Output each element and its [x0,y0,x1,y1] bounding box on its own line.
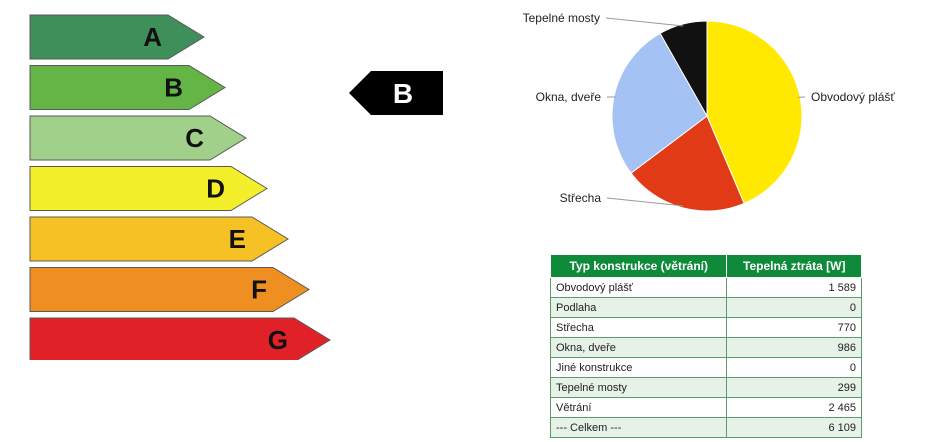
row-value: 2 465 [727,398,862,418]
pie-label-okna-dvere: Okna, dveře [535,90,601,104]
row-label: Podlaha [551,298,727,318]
table-row [551,398,862,418]
energy-class-arrow [30,66,225,110]
energy-class-a [30,15,204,59]
energy-class-b [30,66,225,110]
energy-class-letter: E [228,224,246,254]
energy-class-c [30,116,246,160]
energy-class-e [30,217,288,261]
energy-class-arrow [30,15,204,59]
row-label: Tepelné mosty [551,378,727,398]
row-value: 6 109 [727,418,862,438]
row-value: 0 [727,358,862,378]
row-label: Střecha [551,318,727,338]
pie-label-tepelne-mosty: Tepelné mosty [522,11,600,25]
energy-class-letter: C [185,123,204,153]
row-value: 770 [727,318,862,338]
row-value: 1 589 [727,278,862,298]
energy-class-arrow [30,167,267,211]
row-value: 299 [727,378,862,398]
row-label: Okna, dveře [551,338,727,358]
pie-label-strecha: Střecha [559,191,601,205]
table-row [551,358,862,378]
table-row [551,298,862,318]
current-rating-indicator [345,68,445,118]
heat-loss-table [550,254,862,438]
table-row [551,278,862,298]
table-row [551,338,862,358]
energy-class-arrow [30,217,288,261]
header-heat-loss: Tepelná ztráta [W] [727,255,862,278]
energy-class-letter: B [164,72,183,103]
energy-class-arrow [30,268,309,312]
row-label: Jiné konstrukce [551,358,727,378]
energy-class-f [30,268,309,312]
row-label: --- Celkem --- [551,418,727,438]
heat-loss-pie-chart [500,0,926,225]
row-value: 0 [727,298,862,318]
energy-class-letter: F [251,274,267,305]
energy-class-arrow [30,116,246,160]
energy-class-g [30,318,330,360]
row-label: Obvodový plášť [551,278,727,298]
table-row [551,378,862,398]
table-header-row [551,255,862,278]
energy-class-letter: G [267,325,288,355]
pie-leader-line [606,18,683,26]
table-total-row [551,418,862,438]
row-label: Větrání [551,398,727,418]
energy-class-letter: D [206,173,225,204]
energy-scale [0,0,340,360]
pie-label-obvodovy-plast: Obvodový plášť [811,90,895,104]
current-rating-letter: B [392,78,414,109]
header-construction-type: Typ konstrukce (větrání) [551,255,727,278]
table-row [551,318,862,338]
row-value: 986 [727,338,862,358]
energy-class-letter: A [143,22,162,52]
energy-class-d [30,167,267,211]
